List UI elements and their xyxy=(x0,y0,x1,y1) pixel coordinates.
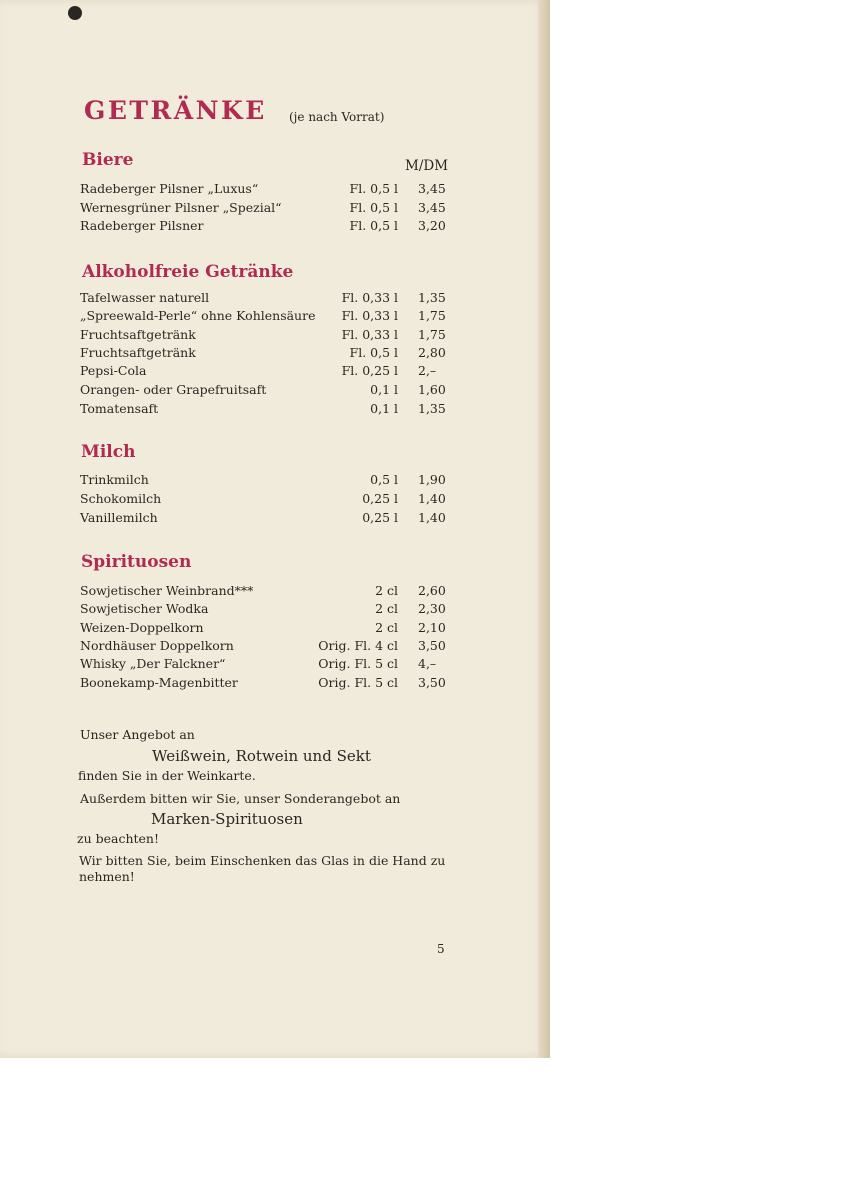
item-name: Boonekamp-Magenbitter xyxy=(80,675,238,690)
item-price: 2,80 xyxy=(418,345,446,360)
item-price: 2,10 xyxy=(418,620,446,635)
item-quantity: 0,1 l xyxy=(370,382,398,397)
item-quantity: Fl. 0,25 l xyxy=(341,363,398,378)
item-price: 2,60 xyxy=(418,583,446,598)
note-glass-request: Wir bitten Sie, beim Einschenken das Glas in die Hand zu xyxy=(79,853,446,868)
menu-row xyxy=(80,510,450,528)
section-heading-alkoholfrei: Alkoholfreie Getränke xyxy=(82,262,294,282)
item-quantity: Fl. 0,5 l xyxy=(349,181,398,196)
item-name: Trinkmilch xyxy=(80,472,149,487)
item-name: Fruchtsaftgetränk xyxy=(80,327,196,342)
item-quantity: Fl. 0,5 l xyxy=(349,218,398,233)
page-title: GETRÄNKE xyxy=(84,96,267,125)
item-quantity: 0,25 l xyxy=(362,510,398,525)
item-price: 1,35 xyxy=(418,401,446,416)
item-price: 2,30 xyxy=(418,601,446,616)
item-quantity: Fl. 0,5 l xyxy=(349,200,398,215)
item-price: 1,35 xyxy=(418,290,446,305)
note-brand-spirits: Marken-Spirituosen xyxy=(151,810,303,828)
punch-hole xyxy=(68,6,82,20)
note-glass-request-cont: nehmen! xyxy=(79,869,135,884)
item-quantity: Orig. Fl. 5 cl xyxy=(318,656,398,671)
item-price: 3,45 xyxy=(418,200,446,215)
menu-row xyxy=(80,218,450,236)
item-name: Radeberger Pilsner xyxy=(80,218,204,233)
item-quantity: 2 cl xyxy=(375,620,398,635)
section-heading-biere: Biere xyxy=(82,150,134,170)
item-price: 1,90 xyxy=(418,472,446,487)
menu-row xyxy=(80,401,450,419)
item-price: 3,45 xyxy=(418,181,446,196)
menu-row xyxy=(80,656,450,674)
note-wine-offer: Weißwein, Rotwein und Sekt xyxy=(152,747,371,765)
note-special-offer: Außerdem bitten wir Sie, unser Sonderangebot an xyxy=(80,791,401,806)
item-name: Sowjetischer Wodka xyxy=(80,601,209,616)
menu-row xyxy=(80,491,450,509)
item-price: 3,50 xyxy=(418,675,446,690)
menu-row xyxy=(80,327,450,345)
item-price: 3,50 xyxy=(418,638,446,653)
note-wine-list: finden Sie in der Weinkarte. xyxy=(78,768,256,783)
page-subtitle: (je nach Vorrat) xyxy=(289,110,385,124)
menu-row xyxy=(80,472,450,490)
item-quantity: 2 cl xyxy=(375,583,398,598)
page-number: 5 xyxy=(437,942,445,956)
item-quantity: Fl. 0,33 l xyxy=(341,308,398,323)
note-consider: zu beachten! xyxy=(77,831,160,846)
item-quantity: 0,25 l xyxy=(362,491,398,506)
item-price: 1,40 xyxy=(418,510,446,525)
menu-row xyxy=(80,308,450,326)
menu-row xyxy=(80,601,450,619)
item-price: 1,75 xyxy=(418,327,446,342)
note-offer-intro: Unser Angebot an xyxy=(80,727,195,742)
item-name: Fruchtsaftgetränk xyxy=(80,345,196,360)
page-edge xyxy=(538,0,550,1058)
section-heading-milch: Milch xyxy=(81,442,136,462)
item-quantity: Orig. Fl. 4 cl xyxy=(318,638,398,653)
menu-row xyxy=(80,583,450,601)
item-name: Orangen- oder Grapefruitsaft xyxy=(80,382,267,397)
item-price: 3,20 xyxy=(418,218,446,233)
menu-row xyxy=(80,290,450,308)
menu-row xyxy=(80,363,450,381)
menu-row xyxy=(80,620,450,638)
item-name: Schokomilch xyxy=(80,491,162,506)
currency-header: M/DM xyxy=(405,158,449,174)
menu-row xyxy=(80,675,450,693)
item-price: 1,40 xyxy=(418,491,446,506)
item-name: „Spreewald-Perle“ ohne Kohlensäure xyxy=(80,308,316,323)
item-name: Tafelwasser naturell xyxy=(80,290,210,305)
item-price: 1,60 xyxy=(418,382,446,397)
menu-row xyxy=(80,200,450,218)
menu-row xyxy=(80,181,450,199)
item-name: Nordhäuser Doppelkorn xyxy=(80,638,234,653)
menu-row xyxy=(80,382,450,400)
item-quantity: Fl. 0,33 l xyxy=(341,327,398,342)
item-name: Wernesgrüner Pilsner „Spezial“ xyxy=(80,200,282,215)
section-heading-spirituosen: Spirituosen xyxy=(81,552,192,572)
item-name: Radeberger Pilsner „Luxus“ xyxy=(80,181,259,196)
item-name: Tomatensaft xyxy=(80,401,159,416)
item-price: 1,75 xyxy=(418,308,446,323)
item-price: 2,– xyxy=(418,363,437,378)
item-quantity: Orig. Fl. 5 cl xyxy=(318,675,398,690)
item-quantity: 2 cl xyxy=(375,601,398,616)
item-name: Whisky „Der Falckner“ xyxy=(80,656,226,671)
item-quantity: 0,1 l xyxy=(370,401,398,416)
menu-row xyxy=(80,638,450,656)
item-quantity: Fl. 0,5 l xyxy=(349,345,398,360)
item-name: Vanillemilch xyxy=(80,510,158,525)
menu-row xyxy=(80,345,450,363)
item-name: Sowjetischer Weinbrand*** xyxy=(80,583,254,598)
item-price: 4,– xyxy=(418,656,437,671)
item-quantity: 0,5 l xyxy=(370,472,398,487)
item-name: Weizen-Doppelkorn xyxy=(80,620,204,635)
item-quantity: Fl. 0,33 l xyxy=(341,290,398,305)
item-name: Pepsi-Cola xyxy=(80,363,147,378)
